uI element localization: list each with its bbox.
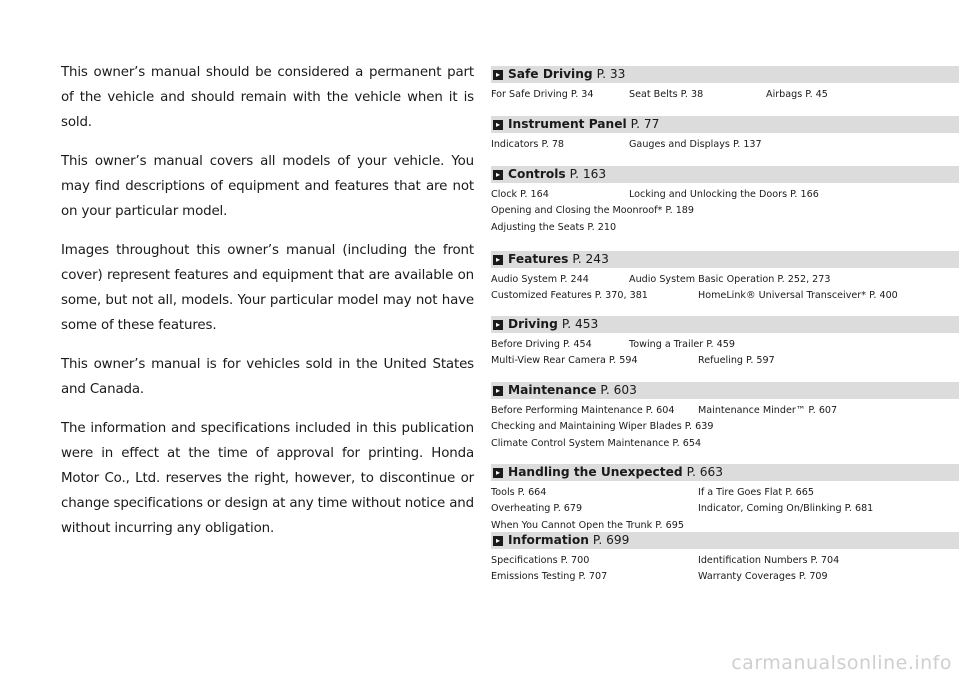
- toc-row: [491, 336, 959, 353]
- toc-section: [491, 116, 959, 153]
- section-title: Controls: [508, 167, 566, 181]
- section-header[interactable]: [491, 251, 959, 268]
- toc-link[interactable]: Multi-View Rear Camera P. 594: [491, 355, 638, 367]
- arrow-right-icon: ▸: [493, 70, 503, 80]
- toc-section: [491, 166, 959, 236]
- section-header[interactable]: [491, 66, 959, 83]
- toc-link[interactable]: Checking and Maintaining Wiper Blades P. 639: [491, 421, 714, 433]
- toc-link[interactable]: For Safe Driving P. 34: [491, 88, 594, 100]
- toc-link[interactable]: Clock P. 164: [491, 188, 549, 200]
- section-title: Instrument Panel: [508, 117, 627, 131]
- toc-row: [491, 402, 959, 419]
- section-items: [491, 549, 959, 585]
- toc-row: [491, 136, 959, 153]
- section-items: [491, 83, 959, 103]
- toc-row: [491, 219, 959, 236]
- toc-link[interactable]: Overheating P. 679: [491, 503, 583, 515]
- section-page: P. 699: [592, 533, 630, 547]
- section-title: Information: [508, 533, 589, 547]
- toc-link[interactable]: If a Tire Goes Flat P. 665: [698, 486, 814, 498]
- toc-row: [491, 288, 959, 305]
- toc-link[interactable]: Opening and Closing the Moonroof* P. 189: [491, 205, 695, 217]
- toc-row: [491, 419, 959, 436]
- toc-row: [491, 569, 959, 586]
- arrow-right-icon: ▸: [493, 468, 503, 478]
- toc-section: [491, 532, 959, 585]
- section-header[interactable]: [491, 316, 959, 333]
- section-items: [491, 183, 959, 236]
- section-items: [491, 133, 959, 153]
- section-items: [491, 399, 959, 452]
- intro-paragraph: This owner’s manual covers all models of your vehicle. You may find descriptions of equipment and features that are not on your particular model.: [61, 154, 474, 219]
- intro-paragraph: This owner’s manual should be considered a permanent part of the vehicle and should remain with the vehicle when it is sold.: [61, 65, 474, 130]
- toc-link[interactable]: Towing a Trailer P. 459: [629, 338, 735, 350]
- intro-paragraph: This owner’s manual is for vehicles sold in the United States and Canada.: [61, 357, 474, 397]
- toc-link[interactable]: Audio System Basic Operation P. 252, 273: [629, 273, 831, 285]
- toc-link[interactable]: Customized Features P. 370, 381: [491, 290, 648, 302]
- section-page: P. 453: [561, 317, 599, 331]
- toc-link[interactable]: Specifications P. 700: [491, 554, 590, 566]
- intro-text: [61, 60, 474, 555]
- section-title: Driving: [508, 317, 558, 331]
- toc-link[interactable]: Gauges and Displays P. 137: [629, 138, 762, 150]
- section-items: [491, 481, 959, 534]
- section-items: [491, 333, 959, 369]
- toc-section: [491, 316, 959, 369]
- section-title: Handling the Unexpected: [508, 465, 683, 479]
- section-items: [491, 268, 959, 304]
- arrow-right-icon: ▸: [493, 386, 503, 396]
- toc-row: [491, 271, 959, 288]
- arrow-right-icon: ▸: [493, 170, 503, 180]
- section-header[interactable]: [491, 532, 959, 549]
- section-page: P. 603: [600, 383, 637, 397]
- section-header[interactable]: [491, 166, 959, 183]
- section-header[interactable]: [491, 116, 959, 133]
- toc-section: [491, 464, 959, 534]
- section-header[interactable]: [491, 464, 959, 481]
- arrow-right-icon: ▸: [493, 320, 503, 330]
- toc-link[interactable]: Climate Control System Maintenance P. 654: [491, 437, 702, 449]
- arrow-right-icon: ▸: [493, 536, 503, 546]
- arrow-right-icon: ▸: [493, 255, 503, 265]
- toc-row: [491, 501, 959, 518]
- toc-row: [491, 186, 959, 203]
- arrow-right-icon: ▸: [493, 120, 503, 130]
- section-title: Features: [508, 252, 569, 266]
- toc-section: [491, 251, 959, 304]
- toc-row: [491, 203, 959, 220]
- toc-link[interactable]: HomeLink® Universal Transceiver* P. 400: [698, 290, 898, 302]
- section-page: P. 163: [569, 167, 607, 181]
- toc-link[interactable]: Airbags P. 45: [766, 88, 828, 100]
- toc-link[interactable]: Adjusting the Seats P. 210: [491, 221, 617, 233]
- toc-row: [491, 353, 959, 370]
- toc-link[interactable]: Emissions Testing P. 707: [491, 571, 608, 583]
- toc-link[interactable]: Refueling P. 597: [698, 355, 775, 367]
- intro-paragraph: Images throughout this owner’s manual (including the front cover) represent features and equipment that are available on some, but not all, models. Your particular model may not have some of these features.: [61, 243, 474, 333]
- intro-paragraph: The information and specifications included in this publication were in effect at the time of approval for printing. Honda Motor Co., Ltd. reserves the right, however, to discontinue or change specifications or design at any time without notice and without incurring any obligation.: [61, 421, 474, 536]
- toc-link[interactable]: Identification Numbers P. 704: [698, 554, 840, 566]
- toc-section: [491, 66, 959, 103]
- watermark: carmanualsonline.info: [731, 652, 952, 674]
- toc-link[interactable]: Warranty Coverages P. 709: [698, 571, 828, 583]
- toc-section: [491, 382, 959, 452]
- section-title: Maintenance: [508, 383, 597, 397]
- section-header[interactable]: [491, 382, 959, 399]
- toc-link[interactable]: Seat Belts P. 38: [629, 88, 704, 100]
- section-page: P. 663: [686, 465, 724, 479]
- toc-link[interactable]: Maintenance Minder™ P. 607: [698, 404, 838, 416]
- toc-link[interactable]: Indicators P. 78: [491, 138, 565, 150]
- section-page: P. 33: [596, 67, 626, 81]
- toc-row: [491, 86, 959, 103]
- toc-link[interactable]: Audio System P. 244: [491, 273, 589, 285]
- toc-link[interactable]: Tools P. 664: [491, 486, 547, 498]
- toc-link[interactable]: Indicator, Coming On/Blinking P. 681: [698, 503, 874, 515]
- section-title: Safe Driving: [508, 67, 593, 81]
- section-page: P. 243: [572, 252, 609, 266]
- toc-row: [491, 484, 959, 501]
- toc-link[interactable]: Before Performing Maintenance P. 604: [491, 404, 675, 416]
- toc-link[interactable]: When You Cannot Open the Trunk P. 695: [491, 519, 684, 531]
- toc-link[interactable]: Locking and Unlocking the Doors P. 166: [629, 188, 819, 200]
- toc-row: [491, 552, 959, 569]
- toc-row: [491, 435, 959, 452]
- toc-link[interactable]: Before Driving P. 454: [491, 338, 592, 350]
- section-page: P. 77: [630, 117, 660, 131]
